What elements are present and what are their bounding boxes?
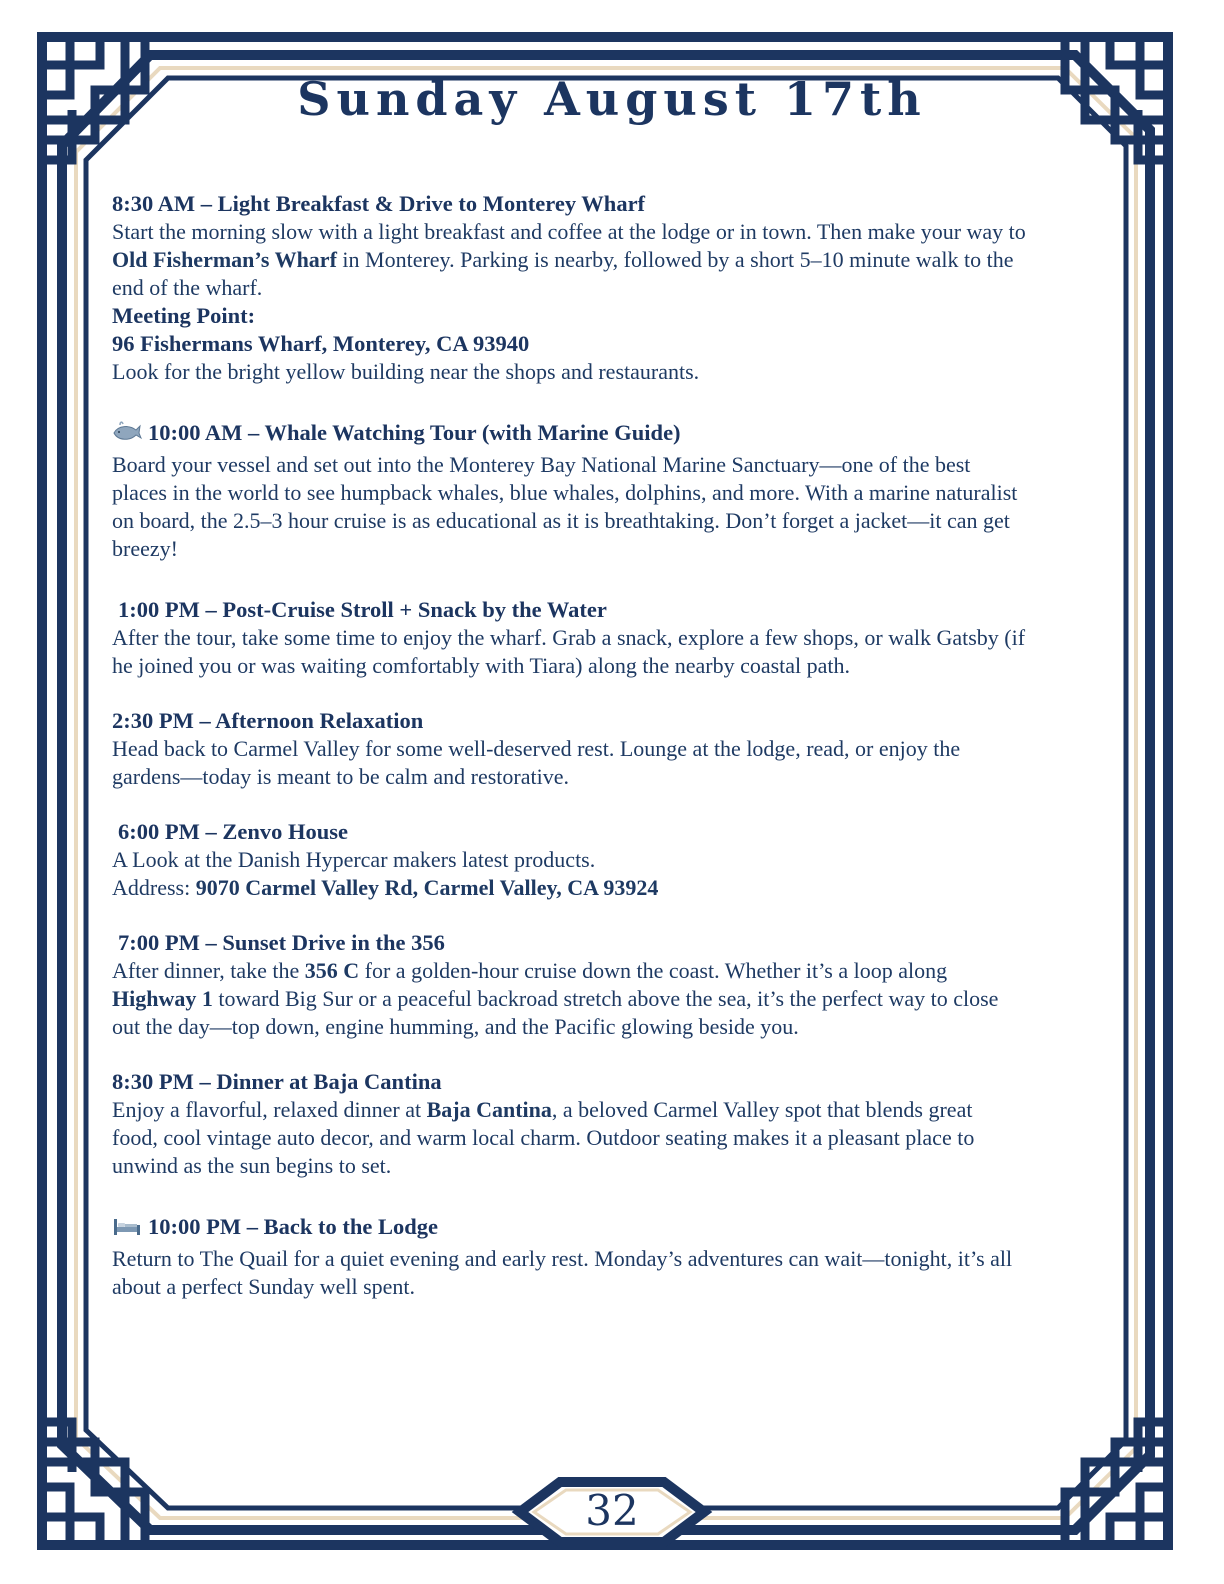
restaurant-name: Baja Cantina [426, 1097, 552, 1122]
entry-text: about a perfect Sunday well spent. [112, 1274, 416, 1299]
entry-text-rest: in Monterey. Parking is nearby, followed by a short 5–10 minute walk to the [336, 247, 1014, 272]
entry-text: places in the world to see humpback whales, blue whales, dolphins, and more. With a marine naturalist [112, 480, 1018, 505]
entry-text [112, 246, 1107, 274]
address-label: Address: [112, 875, 196, 900]
entry-sunset-drive [112, 929, 1107, 1041]
entry-heading: 8:30 AM – Light Breakfast & Drive to Monterey Wharf [112, 191, 646, 216]
entry-text: After the tour, take some time to enjoy the wharf. Grab a snack, explore a few shops, or walk Gatsby (if [112, 625, 1026, 650]
entry-heading: 7:00 PM – Sunset Drive in the 356 [118, 930, 445, 955]
entry-text-part: After dinner, take the [112, 958, 305, 983]
entry-text: gardens—today is meant to be calm and restorative. [112, 764, 569, 789]
entry-text [112, 985, 1107, 1013]
whale-icon [112, 421, 142, 443]
entry-text: Start the morning slow with a light breakfast and coffee at the lodge or in town. Then make your way to [112, 219, 1026, 244]
entry-text-part: Enjoy a flavorful, relaxed dinner at [112, 1097, 427, 1122]
entry-stroll [112, 596, 1107, 680]
entry-text-part: for a golden-hour cruise down the coast. Whether it’s a loop along [359, 958, 948, 983]
entry-text: on board, the 2.5–3 hour cruise is as educational as it is breathtaking. Don’t forget a jacket—it can get [112, 508, 1010, 533]
entry-heading: 2:30 PM – Afternoon Relaxation [112, 708, 424, 733]
highway-name: Highway 1 [112, 986, 213, 1011]
entry-text: Board your vessel and set out into the Monterey Bay National Marine Sanctuary—one of the best [112, 452, 971, 477]
entry-text-part: toward Big Sur or a peaceful backroad stretch above the sea, it’s the perfect way to close [212, 986, 999, 1011]
entry-heading-text: 10:00 PM – Back to the Lodge [148, 1214, 438, 1239]
entry-back-to-lodge [112, 1213, 1107, 1301]
page-title: Sunday August 17th [297, 72, 927, 126]
entry-text: Head back to Carmel Valley for some well-deserved rest. Lounge at the lodge, read, or enjoy the [112, 736, 961, 761]
entry-text: food, cool vintage auto decor, and warm local charm. Outdoor seating makes it a pleasant place to [112, 1125, 975, 1150]
entry-text-part: , a beloved Carmel Valley spot that blends great [551, 1097, 973, 1122]
entry-heading: 1:00 PM – Post-Cruise Stroll + Snack by the Water [118, 597, 607, 622]
entry-text: end of the wharf. [112, 275, 263, 300]
meeting-point-label: Meeting Point: [112, 303, 256, 328]
entry-text: A Look at the Danish Hypercar makers latest products. [112, 847, 596, 872]
entry-text [112, 957, 1107, 985]
entry-text: unwind as the sun begins to set. [112, 1153, 392, 1178]
entry-text [112, 874, 1107, 902]
entry-text: Return to The Quail for a quiet evening and early rest. Monday’s adventures can wait—tonight, it’s all [112, 1246, 1013, 1271]
entry-text: out the day—top down, engine humming, and the Pacific glowing beside you. [112, 1014, 799, 1039]
entry-text [112, 1096, 1107, 1124]
entry-zenvo-house [112, 818, 1107, 902]
entry-heading [112, 1213, 1107, 1241]
entry-heading [112, 419, 1107, 447]
entry-dinner [112, 1068, 1107, 1180]
entry-text: he joined you or was waiting comfortably with Tiara) along the nearby coastal path. [112, 653, 851, 678]
entry-text: breezy! [112, 536, 178, 561]
car-model: 356 C [304, 958, 360, 983]
bed-icon [112, 1215, 142, 1237]
meeting-point-address: 96 Fishermans Wharf, Monterey, CA 93940 [112, 331, 530, 356]
entry-breakfast [112, 190, 1107, 386]
entry-heading: 6:00 PM – Zenvo House [118, 819, 348, 844]
wharf-name: Old Fisherman’s Wharf [112, 247, 337, 272]
page-number: 32 [585, 1486, 639, 1535]
entry-heading-text: 10:00 AM – Whale Watching Tour (with Marine Guide) [148, 420, 681, 445]
entry-relaxation [112, 707, 1107, 791]
itinerary [112, 190, 1107, 1328]
entry-text: Look for the bright yellow building near the shops and restaurants. [112, 359, 700, 384]
entry-whale-watching [112, 419, 1107, 563]
entry-heading: 8:30 PM – Dinner at Baja Cantina [112, 1069, 442, 1094]
address-value: 9070 Carmel Valley Rd, Carmel Valley, CA 93924 [195, 875, 659, 900]
